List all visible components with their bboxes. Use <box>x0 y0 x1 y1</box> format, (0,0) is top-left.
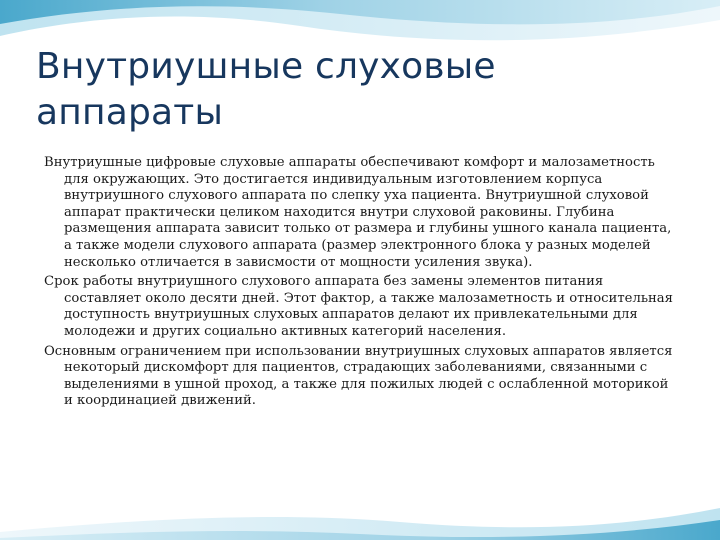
paragraph-2: Срок работы внутриушного слухового аппарата без замены элементов питания составляет около десяти дней. Этот фактор, а также малозаметность и относительная доступность внутриушных слуховых аппаратов делают их привлекательными для молодежи и других социально активных категорий населения. <box>44 274 673 339</box>
paragraph-3: Основным ограничением при использовании внутриушных слуховых аппаратов является некоторый дискомфорт для пациентов, страдающих заболеваниями, связанными с выделениями в ушной проход, а также для пожилых людей с ослабленной моторикой и координацией движений. <box>44 343 673 409</box>
slide-title <box>36 44 636 136</box>
bottom-wave-decoration <box>0 498 720 540</box>
title-line-1: Внутриушные слуховые <box>36 46 496 87</box>
paragraph-1: Внутриушные цифровые слуховые аппараты обеспечивают комфорт и малозаметность для окружающих. Это достигается индивидуальным изготовлением корпуса внутриушного слухового аппарата по слепку уха пациента. Внутриушной слуховой аппарат практически целиком находится внутри слуховой раковины. Глубина размещения аппарата зависит только от размера и глубины ушного канала пациента, а также модели слухового аппарата (размер электронного блока у разных моделей несколько отличается в зависмости от мощности усиления звука). <box>44 155 672 270</box>
title-line-2: аппараты <box>36 92 224 133</box>
body-text <box>44 155 680 413</box>
